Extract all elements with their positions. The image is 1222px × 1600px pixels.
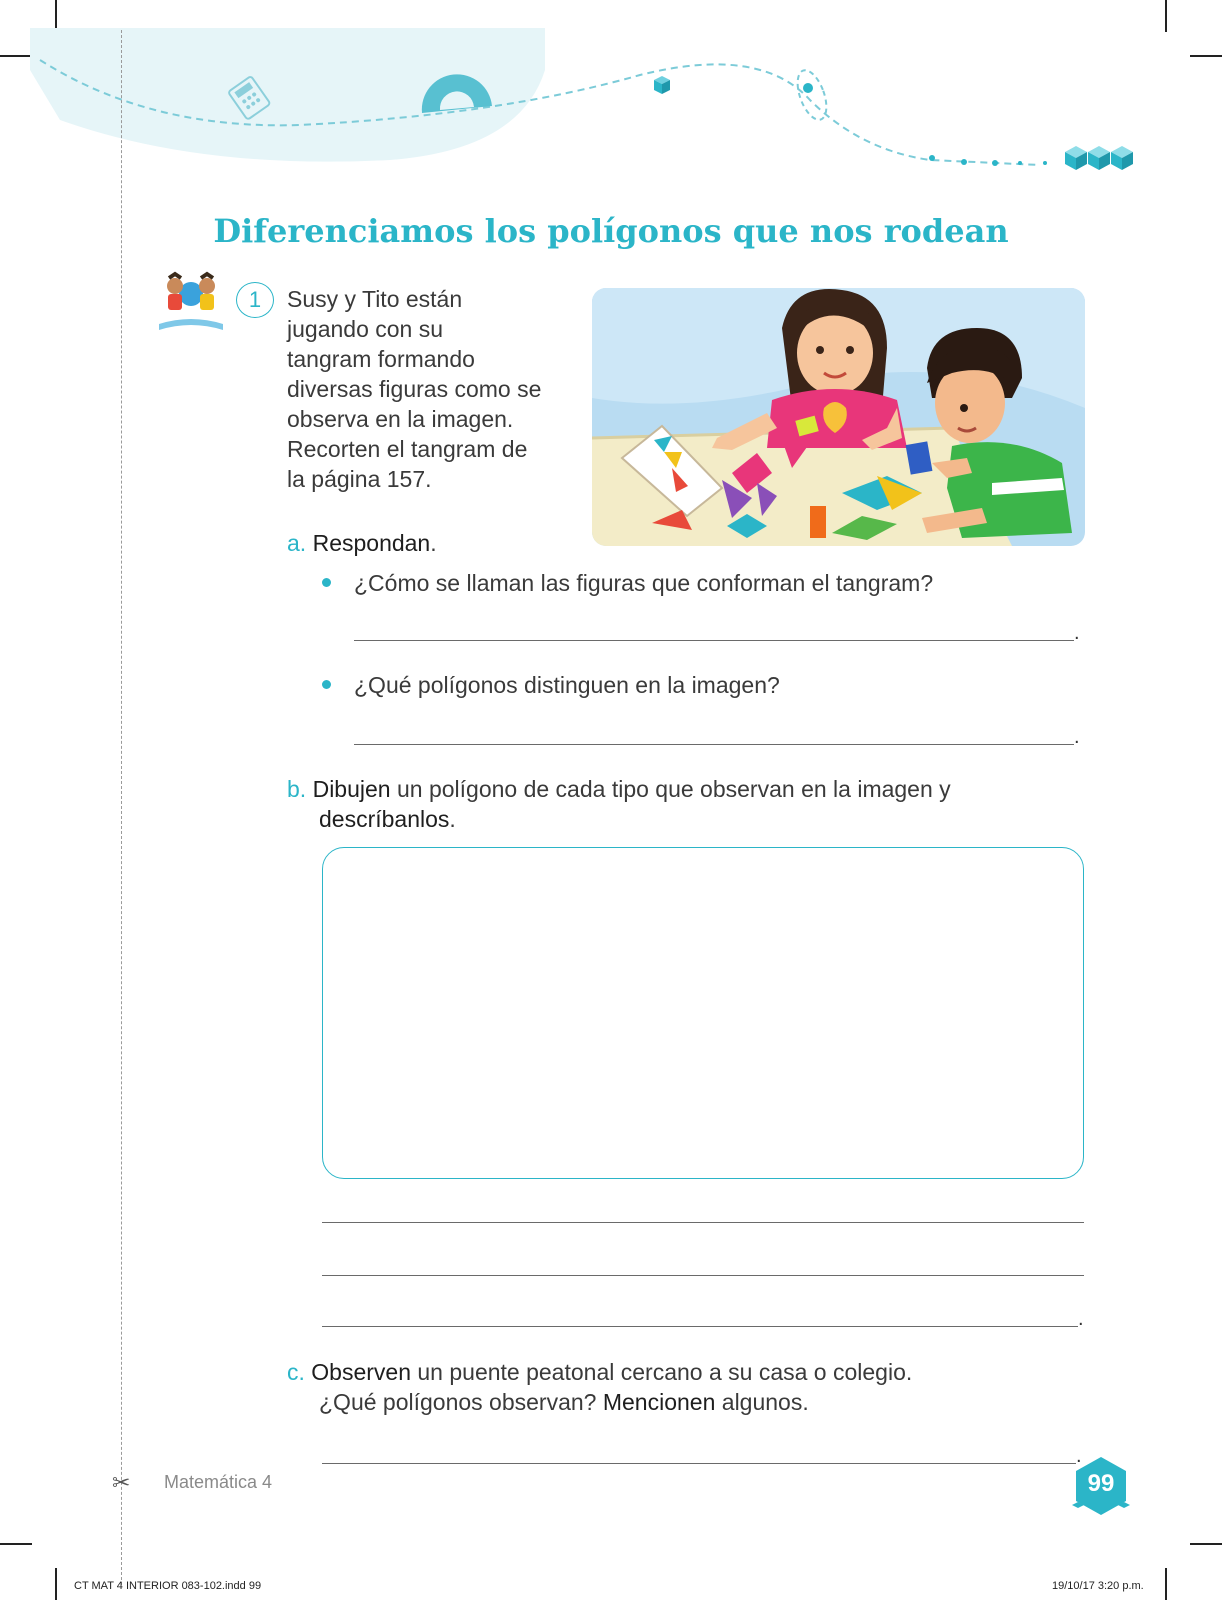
part-c-line2-start: ¿Qué polígonos observan? — [319, 1389, 603, 1415]
pair-work-icon — [155, 270, 227, 332]
part-b-rest: un polígono de cada tipo que observan en la imagen y — [390, 776, 951, 802]
line-end-dot: . — [1078, 1308, 1084, 1330]
cube-icon — [654, 76, 670, 94]
part-c-heading — [287, 1357, 1087, 1417]
intro-line: la página 157. — [287, 466, 432, 492]
header-decoration — [0, 0, 1222, 200]
intro-line: Susy y Tito están — [287, 286, 463, 312]
answer-line[interactable] — [322, 1275, 1084, 1276]
answer-line[interactable] — [354, 640, 1074, 641]
activity-number: 1 — [236, 282, 274, 318]
page-title: Diferenciamos los polígonos que nos rodean — [213, 212, 1009, 250]
drawing-box[interactable] — [322, 847, 1084, 1179]
intro-line: diversas figuras como se — [287, 376, 542, 402]
part-c-line2-end: algunos. — [715, 1389, 809, 1415]
intro-line: Recorten el tangram de — [287, 436, 528, 462]
part-c-letter: c. — [287, 1359, 305, 1385]
crop-mark — [1165, 1568, 1167, 1600]
crop-mark — [55, 1568, 57, 1600]
crop-mark — [0, 1543, 32, 1545]
slug-timestamp: 19/10/17 3:20 p.m. — [1052, 1580, 1144, 1592]
part-b-letter: b. — [287, 776, 307, 802]
slug-filename: CT MAT 4 INTERIOR 083-102.indd 99 — [74, 1580, 262, 1592]
question-1: ¿Cómo se llaman las figuras que conforman el tangram? — [354, 570, 934, 596]
part-b-verb2: descríbanlos — [319, 806, 450, 832]
part-c-verb2: Mencionen — [602, 1389, 716, 1415]
intro-line: observa en la imagen. — [287, 406, 514, 432]
answer-line[interactable] — [354, 744, 1074, 745]
question-2: ¿Qué polígonos distinguen en la imagen? — [354, 672, 780, 698]
line-end-dot: . — [1074, 622, 1080, 644]
line-end-dot: . — [1076, 1445, 1082, 1467]
cut-line — [121, 30, 122, 1585]
bullet-icon — [322, 578, 331, 587]
part-a-heading — [287, 528, 437, 558]
answer-line[interactable] — [322, 1222, 1084, 1223]
intro-line: tangram formando — [287, 346, 475, 372]
part-b-heading — [287, 774, 1067, 834]
part-b-punct: . — [449, 806, 456, 832]
part-b-verb: Dibujen — [312, 776, 391, 802]
crop-mark — [1190, 1543, 1222, 1545]
bullet-icon — [322, 680, 331, 689]
part-a-punct: . — [430, 530, 437, 556]
children-tangram-illustration — [592, 288, 1085, 546]
answer-line[interactable] — [322, 1326, 1078, 1327]
answer-line[interactable] — [322, 1463, 1076, 1464]
page-number: 99 — [1087, 1470, 1115, 1497]
book-label: Matemática 4 — [164, 1472, 273, 1492]
intro-line: jugando con su — [287, 316, 444, 342]
part-c-verb: Observen — [311, 1359, 411, 1385]
line-end-dot: . — [1074, 726, 1080, 748]
activity-intro — [287, 284, 577, 494]
part-a-letter: a. — [287, 530, 307, 556]
part-a-verb: Respondan — [312, 530, 431, 556]
part-c-rest: un puente peatonal cercano a su casa o colegio. — [411, 1359, 913, 1385]
scissors-icon: ✂ — [112, 1470, 131, 1495]
cube-row-icon — [1065, 146, 1133, 170]
